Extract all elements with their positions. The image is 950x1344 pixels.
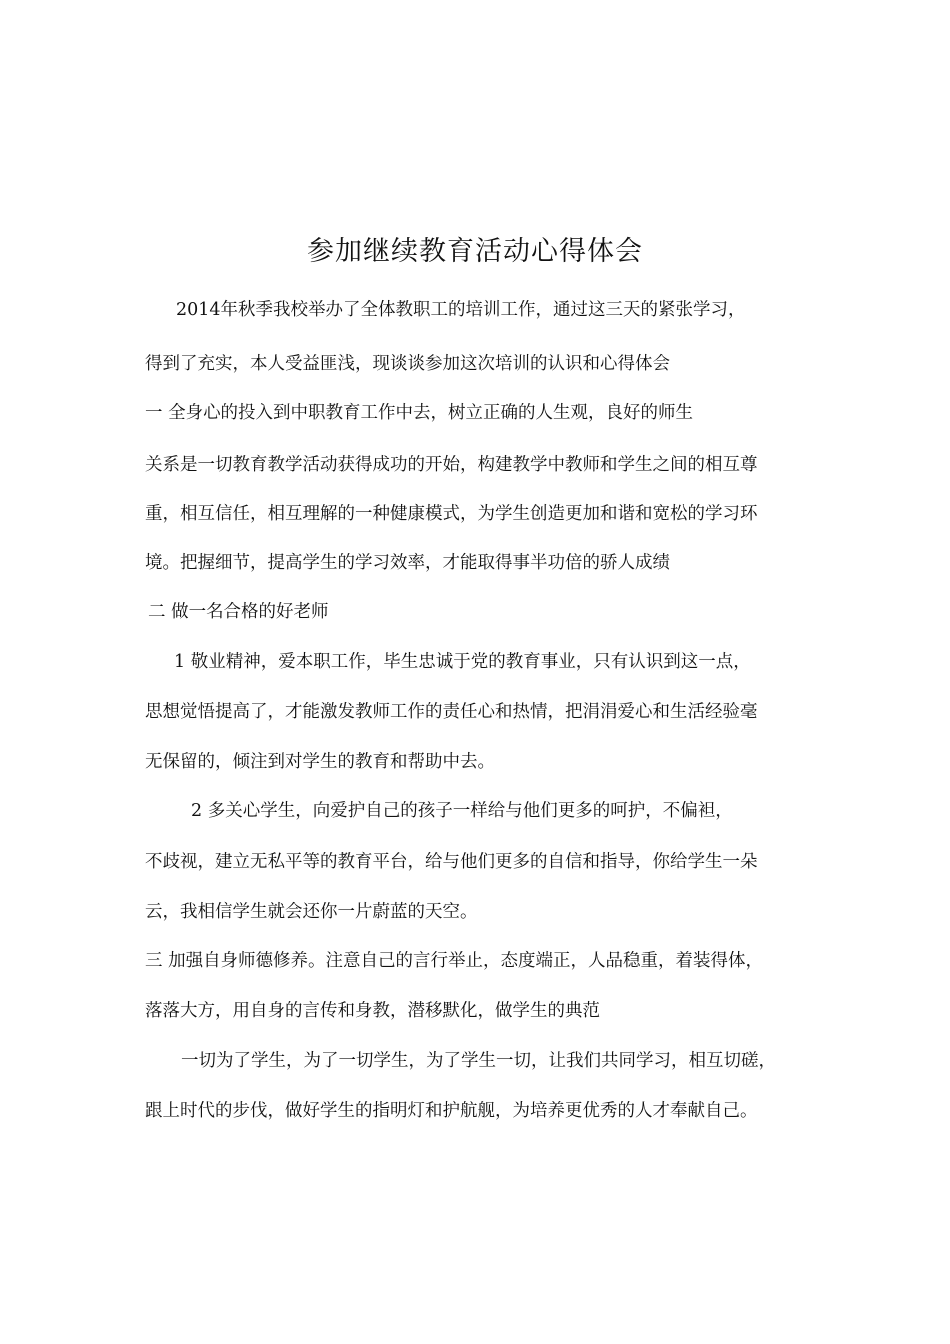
paragraph-line: 云，我相信学生就会还你一片蔚蓝的天空。	[145, 902, 478, 922]
paragraph-line: 重，相互信任，相互理解的一种健康模式，为学生创造更加和谐和宽松的学习环	[145, 504, 758, 524]
section-heading-1: 一 全身心的投入到中职教育工作中去，树立正确的人生观，良好的师生	[145, 403, 694, 423]
paragraph-line: 不歧视，建立无私平等的教育平台，给与他们更多的自信和指导，你给学生一朵	[145, 852, 758, 872]
section-heading-3: 三 加强自身师德修养。注意自己的言行举止，态度端正，人品稳重，着装得体，	[145, 951, 764, 971]
paragraph-line: 思想觉悟提高了，才能激发教师工作的责任心和热情，把涓涓爱心和生活经验毫	[145, 702, 758, 722]
section-heading-2: 二 做一名合格的好老师	[148, 602, 329, 622]
paragraph-line: 跟上时代的步伐，做好学生的指明灯和护航舰，为培养更优秀的人才奉献自己。	[145, 1101, 758, 1121]
paragraph-line: 境。把握细节，提高学生的学习效率，才能取得事半功倍的骄人成绩	[145, 553, 670, 573]
paragraph-line: 落落大方，用自身的言传和身教，潜移默化，做学生的典范	[145, 1001, 600, 1021]
paragraph-line: 2 多关心学生，向爱护自己的孩子一样给与他们更多的呵护，不偏袒，	[191, 801, 733, 821]
paragraph-line: 关系是一切教育教学活动获得成功的开始，构建教学中教师和学生之间的相互尊	[145, 455, 758, 475]
paragraph-line: 得到了充实，本人受益匪浅，现谈谈参加这次培训的认识和心得体会	[145, 354, 670, 374]
paragraph-line: 一切为了学生，为了一切学生，为了学生一切，让我们共同学习，相互切磋，	[181, 1051, 776, 1071]
paragraph-line: 无保留的，倾注到对学生的教育和帮助中去。	[145, 752, 495, 772]
paragraph-line: 1 敬业精神，爱本职工作，毕生忠诚于党的教育事业，只有认识到这一点，	[174, 652, 751, 672]
document-title: 参加继续教育活动心得体会	[307, 236, 643, 267]
paragraph-line: 2014年秋季我校举办了全体教职工的培训工作，通过这三天的紧张学习，	[176, 300, 746, 320]
